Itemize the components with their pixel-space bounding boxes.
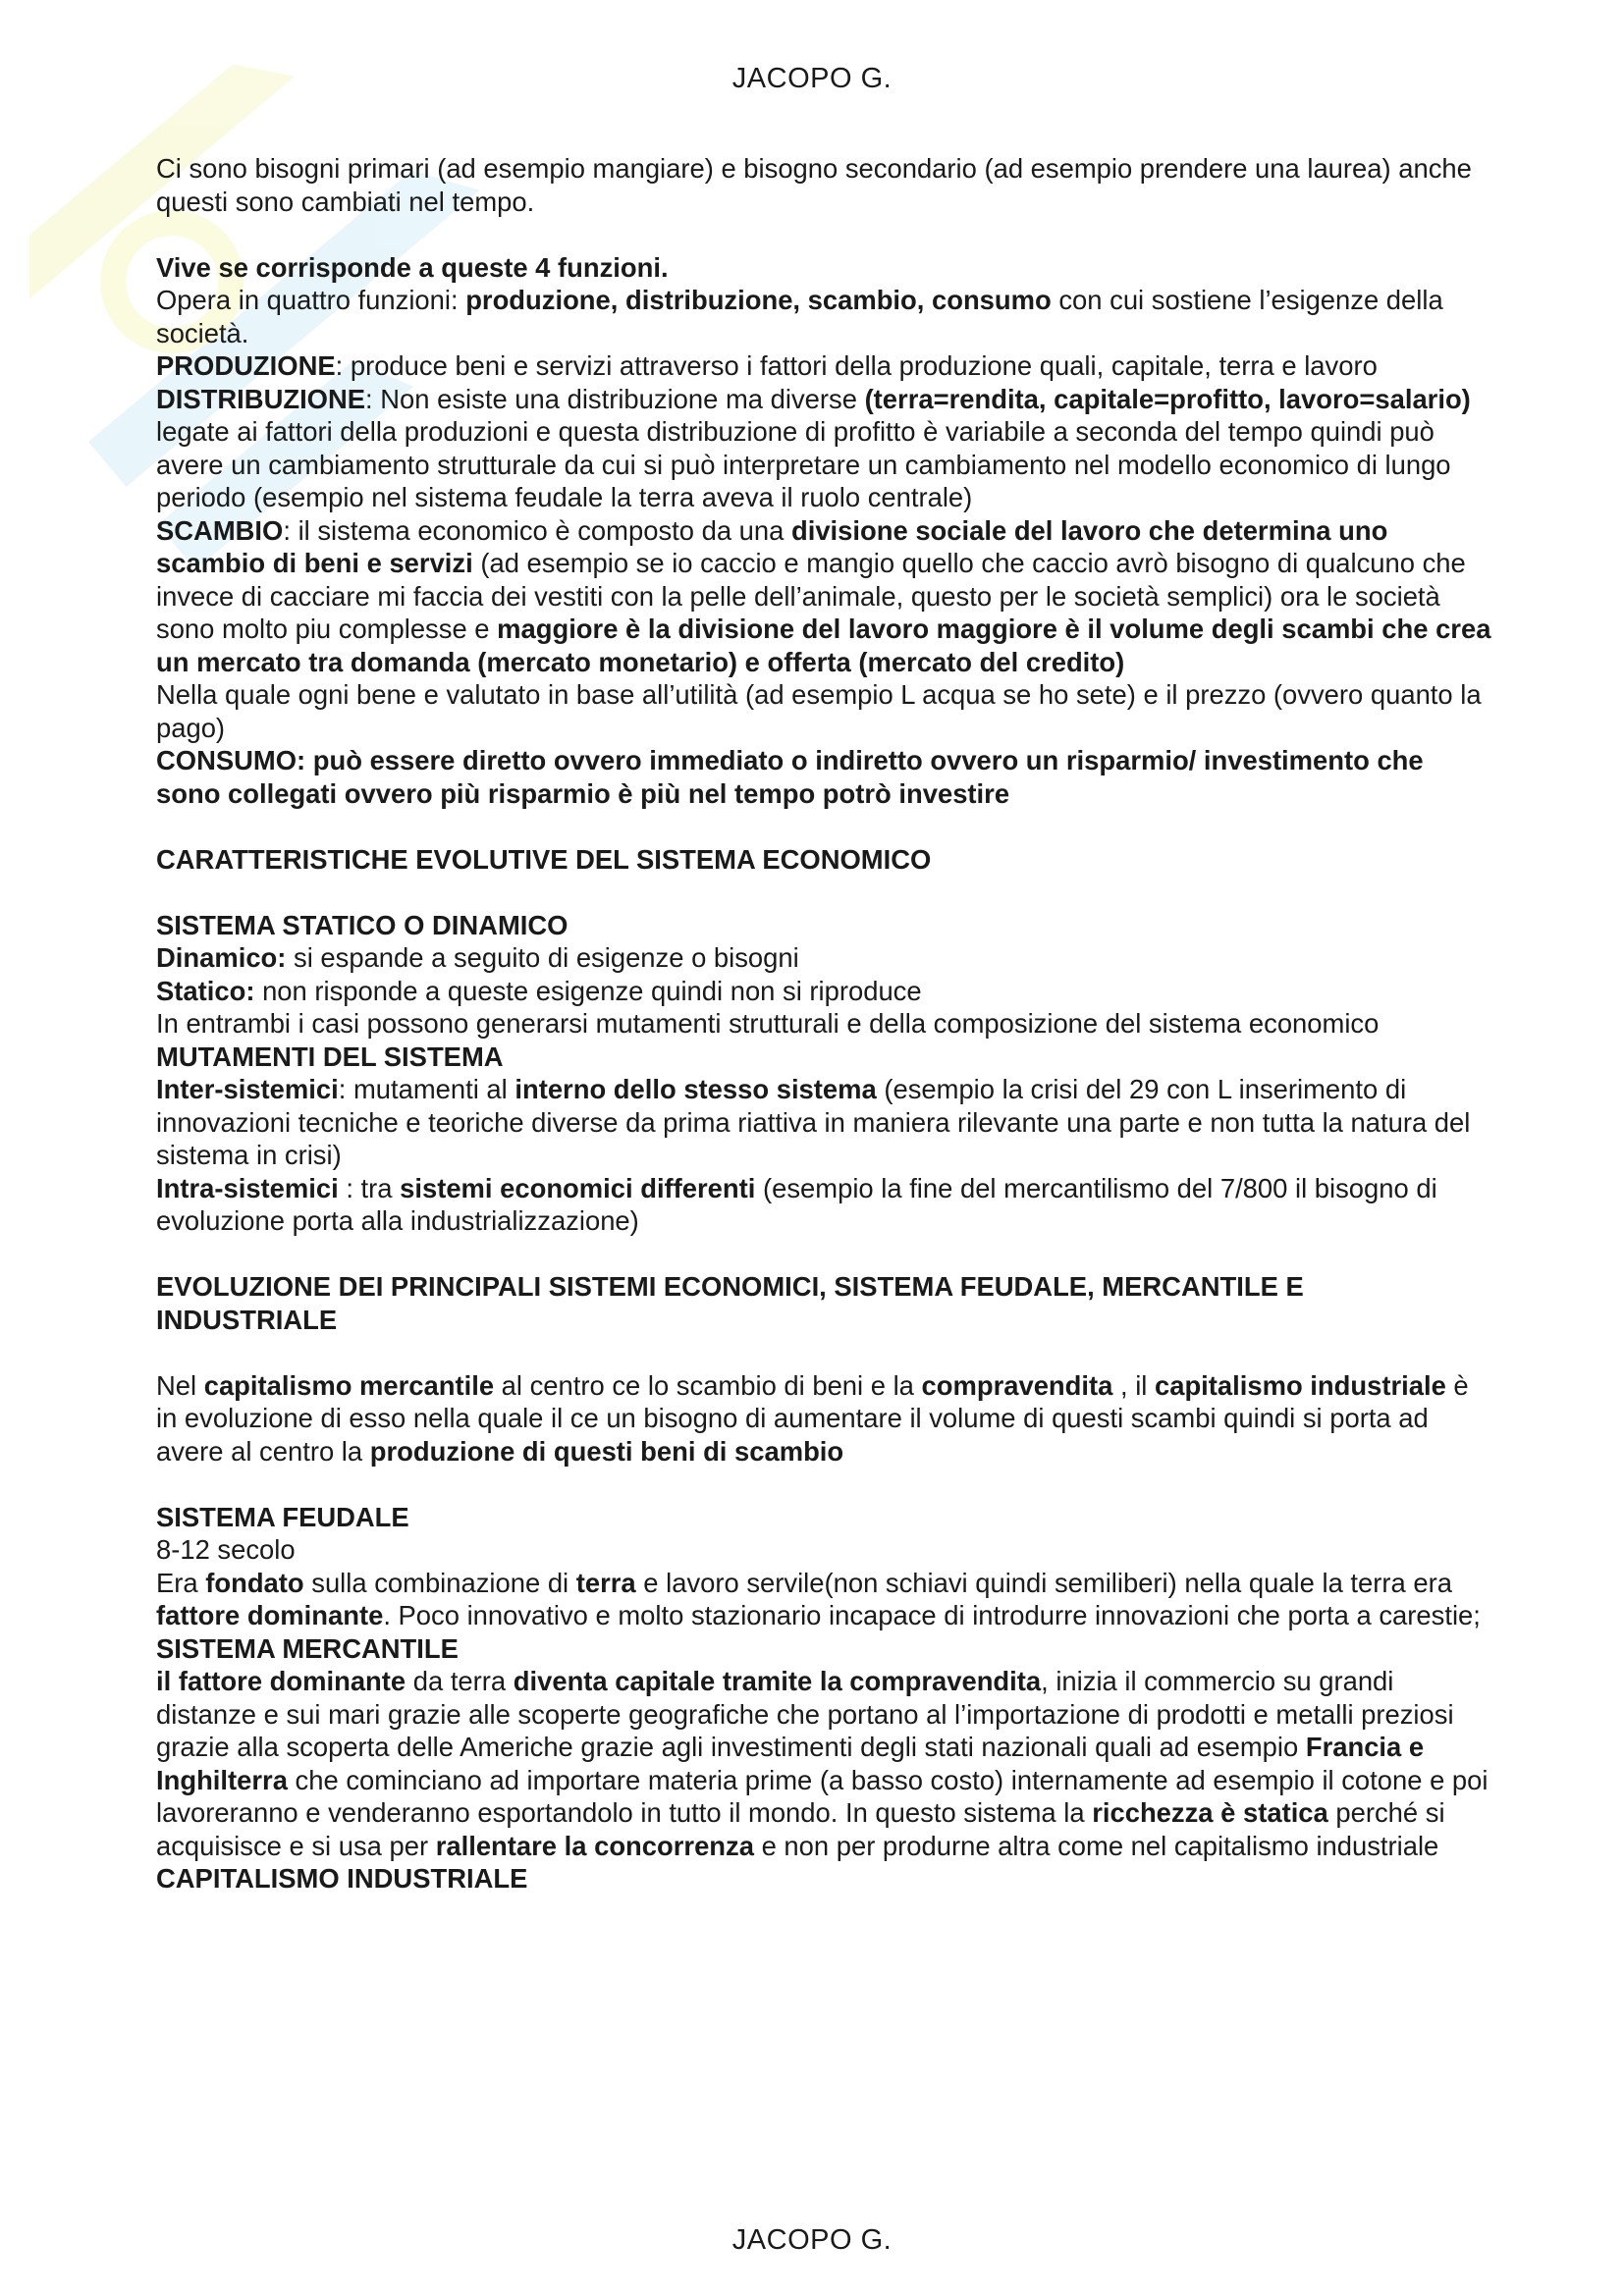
page-footer: JACOPO G.	[731, 2224, 893, 2256]
feudale-period: 8-12 secolo	[156, 1534, 296, 1565]
document-body	[156, 152, 1491, 1896]
scambio-valore-paragraph: Nella quale ogni bene e valutato in base all’utilità (ad esempio L acqua se ho sete) e il prezzo (ovvero quanto la pago)	[156, 679, 1482, 743]
evoluzione-paragraph: Nel capitalismo mercantile al centro ce lo scambio di beni e la compravendita , il capitalismo industriale è in evoluzione di esso nella quale il ce un bisogno di aumentare il volume di questi scambi quindi si porta ad avere al centro la produzione di questi beni di scambio	[156, 1369, 1469, 1467]
industriale-heading: CAPITALISMO INDUSTRIALE	[156, 1863, 528, 1894]
funzioni-paragraph: Opera in quattro funzioni: produzione, distribuzione, scambio, consumo con cui sostiene l’esigenze della società.	[156, 285, 1443, 348]
mutamenti-heading: MUTAMENTI DEL SISTEMA	[156, 1041, 504, 1072]
page-header: JACOPO G.	[731, 63, 893, 94]
inter-sistemici-paragraph: Inter-sistemici: mutamenti al interno dello stesso sistema (esempio la crisi del 29 con L inserimento di innovazioni tecniche e teoriche diverse da prima riattiva in maniera rilevante una parte e non tutta la natura del sistema in crisi)	[156, 1074, 1471, 1170]
mercantile-heading: SISTEMA MERCANTILE	[156, 1632, 459, 1664]
intra-sistemici-paragraph: Intra-sistemici : tra sistemi economici differenti (esempio la fine del mercantilismo del 7/800 il bisogno di evoluzione porta alla industrializzazione)	[156, 1172, 1437, 1236]
funzioni-heading: Vive se corrisponde a queste 4 funzioni.	[156, 251, 669, 283]
entrambi-paragraph: In entrambi i casi possono generarsi mutamenti strutturali e della composizione del sistema economico	[156, 1008, 1380, 1039]
consumo-paragraph: CONSUMO: può essere diretto ovvero immediato o indiretto ovvero un risparmio/ investimento che sono collegati ovvero più risparmio è più nel tempo potrò investire	[156, 745, 1424, 809]
feudale-heading: SISTEMA FEUDALE	[156, 1501, 409, 1532]
distribuzione-paragraph: DISTRIBUZIONE: Non esiste una distribuzione ma diverse (terra=rendita, capitale=profitto, lavoro=salario) legate ai fattori della produzioni e questa distribuzione di profitto è variabile a seconda del tempo quindi può avere un cambiamento strutturale da cui si può interpretare un cambiamento nel modello economico di lungo periodo (esempio nel sistema feudale la terra aveva il ruolo centrale)	[156, 383, 1471, 512]
produzione-paragraph: PRODUZIONE: produce beni e servizi attraverso i fattori della produzione quali, capitale, terra e lavoro	[156, 350, 1378, 381]
caratteristiche-heading: CARATTERISTICHE EVOLUTIVE DEL SISTEMA ECONOMICO	[156, 843, 932, 875]
feudale-paragraph: Era fondato sulla combinazione di terra e lavoro servile(non schiavi quindi semiliberi) nella quale la terra era fattore dominante. Poco innovativo e molto stazionario incapace di introdurre innovazioni che porta a carestie;	[156, 1567, 1481, 1630]
dinamico-line: Dinamico: si espande a seguito di esigenze o bisogni	[156, 942, 799, 973]
evoluzione-heading: EVOLUZIONE DEI PRINCIPALI SISTEMI ECONOMICI, SISTEMA FEUDALE, MERCANTILE E INDUSTRIALE	[156, 1271, 1304, 1335]
statico-heading: SISTEMA STATICO O DINAMICO	[156, 909, 568, 940]
intro-paragraph: Ci sono bisogni primari (ad esempio mangiare) e bisogno secondario (ad esempio prendere una laurea) anche questi sono cambiati nel tempo.	[156, 153, 1472, 217]
scambio-paragraph: SCAMBIO: il sistema economico è composto da una divisione sociale del lavoro che determina uno scambio di beni e servizi (ad esempio se io caccio e mangio quello che caccio avrò bisogno di qualcuno che invece di cacciare mi faccia dei vestiti con la pelle dell’animale, questo per le società semplici) ora le società sono molto piu complesse e maggiore è la divisione del lavoro maggiore è il volume degli scambi che crea un mercato tra domanda (mercato monetario) e offerta (mercato del credito)	[156, 514, 1491, 677]
mercantile-paragraph: il fattore dominante da terra diventa capitale tramite la compravendita, inizia il commercio su grandi distanze e sui mari grazie alle scoperte geografiche che portano al l’importazione di prodotti e metalli preziosi grazie alla scoperta delle Americhe grazie agli investimenti degli stati nazionali quali ad esempio Francia e Inghilterra che cominciano ad importare materia prime (a basso costo) internamente ad esempio il cotone e poi lavoreranno e venderanno esportandolo in tutto il mondo. In questo sistema la ricchezza è statica perché si acquisisce e si usa per rallentare la concorrenza e non per produrne altra come nel capitalismo industriale	[156, 1666, 1489, 1861]
statico-line: Statico: non risponde a queste esigenze quindi non si riproduce	[156, 975, 922, 1006]
